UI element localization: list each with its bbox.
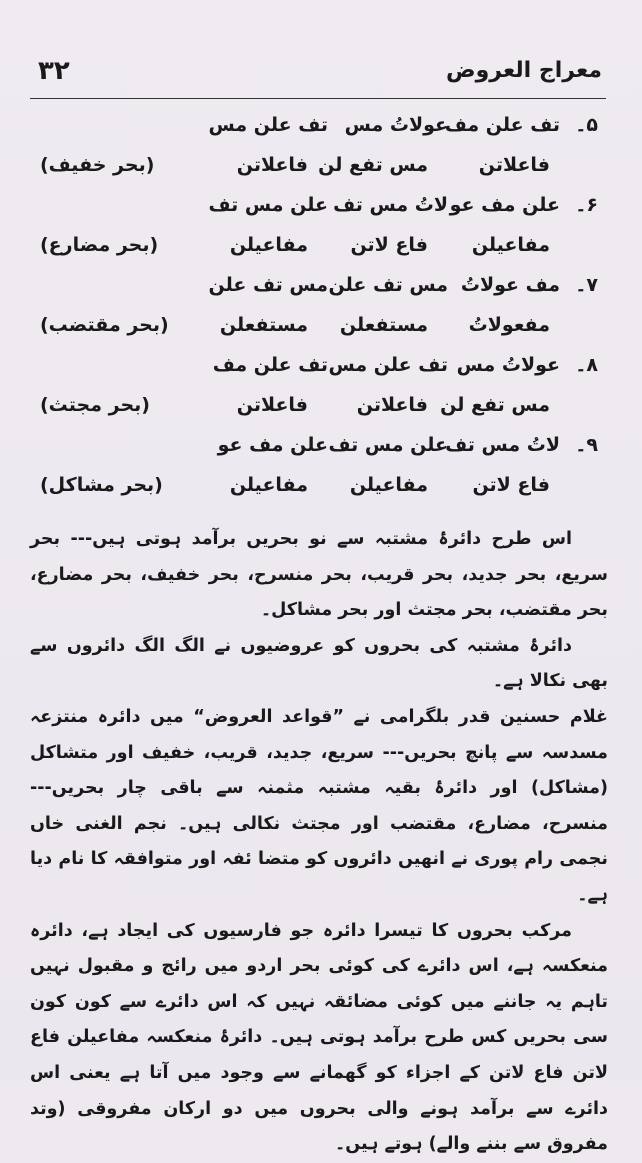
meter-item [40, 348, 598, 428]
meter-afail: تف علن مس [208, 114, 328, 136]
meter-rukn: فاعلاتن [356, 394, 428, 416]
meter-rukn: مستفعلن [219, 314, 308, 336]
meter-afail-row [40, 348, 598, 388]
meter-number: ۸۔ [575, 354, 598, 376]
meter-bahr-name: (بحر مقتضب) [40, 314, 169, 336]
meter-rukn: مفاعیلن [229, 474, 308, 496]
meter-arkan-row [40, 468, 598, 508]
body-text [30, 522, 608, 1163]
meter-afail: تف علن مف [212, 354, 328, 376]
meter-item [40, 428, 598, 508]
meter-afail-row [40, 268, 598, 308]
meter-afail-row [40, 108, 598, 148]
meter-item [40, 268, 598, 348]
meter-afail: علن مف عو [449, 194, 560, 216]
meter-arkan-row [40, 148, 598, 188]
meter-arkan-row [40, 388, 598, 428]
meter-bahr-name: (بحر مجتث) [40, 394, 150, 416]
meter-afail: علن مف عو [217, 434, 328, 456]
meter-afail: تف علن مس [328, 354, 448, 376]
meter-bahr-name: (بحر خفیف) [40, 154, 155, 176]
meter-afail: علن مس تف [328, 434, 448, 456]
meter-item [40, 188, 598, 268]
meter-bahr-name: (بحر مضارع) [40, 234, 159, 256]
paragraph: مرکب بحروں کا تیسرا دائرہ جو فارسیوں کی ایجاد ہے، دائرہ منعکسہ ہے، اس دائرے کی کوئی بحر اردو میں رائج و مقبول نہیں تاہم یہ جاننے میں کوئی مضائقہ نہیں کہ اس دائرے سے کون کون سی بحریں کس طرح برآمد ہوتی ہیں۔ دائرۂ منعکسہ مفاعیلن فاع لاتن فاع لاتن کے اجزاء کو گھمانے سے وجود میں آتا ہے یعنی اس دائرے سے برآمد ہونے والی بحروں میں دو ارکان مفروقی (وتد مفروق سے بننے والے) ہوتے ہیں۔ [30, 920, 608, 1155]
header-divider [30, 98, 606, 99]
meter-rukn: مفاعیلن [471, 234, 550, 256]
meter-item [40, 108, 598, 188]
meter-bahr-name: (بحر مشاکل) [40, 474, 163, 496]
meter-number: ۵۔ [575, 114, 598, 136]
meter-arkan-row [40, 228, 598, 268]
running-title: معراج العروض [446, 58, 602, 83]
meter-number: ۹۔ [575, 434, 598, 456]
meter-arkan-row [40, 308, 598, 348]
page-header [38, 56, 602, 96]
meter-rukn: فاعلاتن [478, 154, 550, 176]
meter-rukn: مس تفع لن [440, 394, 550, 416]
meter-rukn: فاع لاتن [350, 234, 428, 256]
paragraph: اس طرح دائرۂ مشتبہ سے نو بحریں برآمد ہوتی ہیں--- بحر سریع، بحر جدید، بحر قریب، بحر منسرح، بحر خفیف، بحر مضارع، بحر مقتضب، بحر مجتث اور بحر مشاکل۔ [30, 529, 608, 621]
meter-rukn: فاع لاتن [472, 474, 550, 496]
meter-afail: لاتُ مس تف [333, 194, 448, 216]
meter-rukn: مستفعلن [339, 314, 428, 336]
page-number: ۳۲ [38, 56, 70, 86]
meter-rukn: مفعولاتُ [468, 314, 550, 336]
meter-afail: تف علن مف [444, 114, 560, 136]
meter-afail: عولاتُ مس [344, 114, 448, 136]
meter-rukn: فاعلاتن [236, 154, 308, 176]
meter-list [40, 108, 598, 508]
meter-afail: مف عولاتُ [460, 274, 560, 296]
meter-afail: عولاتُ مس [456, 354, 560, 376]
meter-afail: لاتُ مس تف [445, 434, 560, 456]
meter-afail: علن مس تف [208, 194, 328, 216]
meter-number: ۶۔ [575, 194, 598, 216]
meter-afail: مس تف علن [208, 274, 328, 296]
meter-number: ۷۔ [575, 274, 598, 296]
meter-afail-row [40, 188, 598, 228]
meter-rukn: فاعلاتن [236, 394, 308, 416]
meter-rukn: مفاعیلن [349, 474, 428, 496]
meter-afail: مس تف علن [328, 274, 448, 296]
meter-afail-row [40, 428, 598, 468]
paragraph: غلام حسنین قدر بلگرامی نے ”قواعد العروض“ میں دائرہ منتزعہ مسدسہ سے پانچ بحریں--- سریع، جدید، قریب، خفیف اور متشاکل (مشاکل) اور دائرۂ بقیہ مشتبہ مثمنہ سے باقی چار بحریں--- منسرح، مضارع، مقتضب اور مجتث نکالی ہیں۔ نجم الغنی خاں نجمی رام پوری نے انھیں دائروں کو متضا ئفہ اور متوافقہ کا نام دیا ہے۔ [30, 706, 608, 905]
meter-rukn: مفاعیلن [229, 234, 308, 256]
meter-rukn: مس تفع لن [318, 154, 428, 176]
paragraph: دائرۂ مشتبہ کی بحروں کو عروضیوں نے الگ الگ دائروں سے بھی نکالا ہے۔ [30, 635, 608, 692]
